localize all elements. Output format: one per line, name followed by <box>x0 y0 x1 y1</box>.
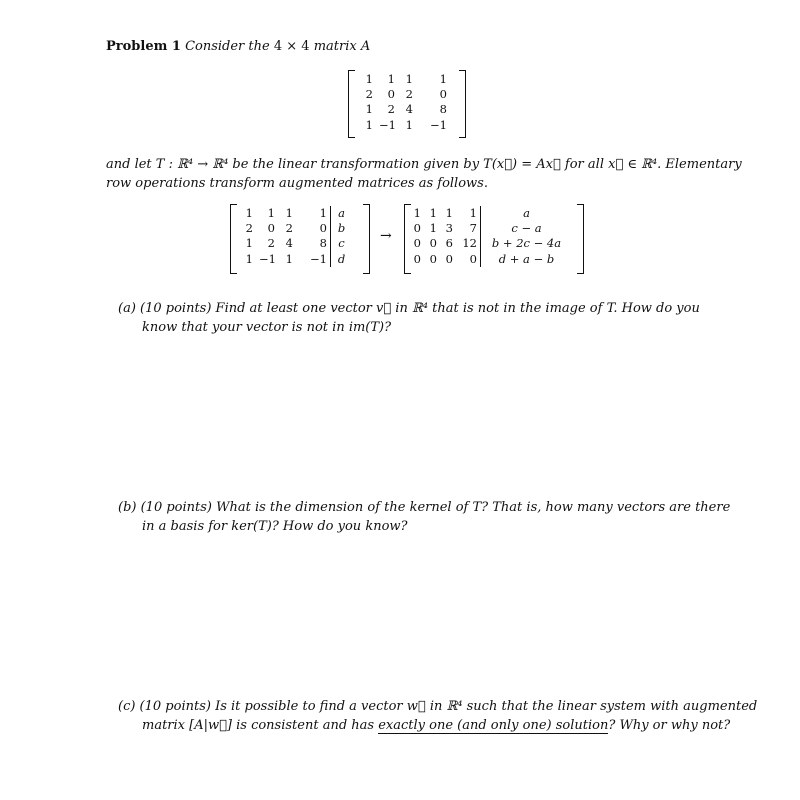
matrix-entry: 1 <box>405 117 413 132</box>
matrix-dims: 4 × 4 <box>273 39 310 54</box>
matrix-entry: 2 <box>365 87 373 102</box>
matrix-entry: 3 <box>445 221 453 236</box>
matrix-entry: 1 <box>405 72 413 86</box>
left-augmented-matrix <box>230 204 370 274</box>
row-reduce-arrow: → <box>380 228 392 244</box>
matrix-a-entries <box>356 72 450 133</box>
description-line-2: row operations transform augmented matrices as follows. <box>106 176 488 191</box>
right-augmented-matrix <box>404 204 584 274</box>
matrix-entry: 1 <box>439 72 447 86</box>
augmented-entry: b <box>330 221 352 236</box>
part-b-line-2: in a basis for ker(T)? How do you know? <box>142 519 408 534</box>
left-bracket <box>348 70 355 138</box>
augmented-entry: a <box>480 206 572 221</box>
matrix-entry: 1 <box>319 206 327 220</box>
matrix-entry: −1 <box>379 117 396 132</box>
matrix-entry: 1 <box>285 206 293 220</box>
matrix-entry: 8 <box>439 102 447 117</box>
matrix-entry: 1 <box>245 251 253 266</box>
matrix-entry: 2 <box>405 87 413 102</box>
augmented-entry: b + 2c − 4a <box>480 236 572 251</box>
matrix-entry: 1 <box>429 206 437 220</box>
matrix-entry: 1 <box>387 72 395 86</box>
left-augmented-entries <box>236 206 352 267</box>
matrix-entry: 0 <box>413 221 421 236</box>
matrix-entry: 4 <box>285 236 293 251</box>
description-line-1: and let T : ℝ⁴ → ℝ⁴ be the linear transformation given by T(x⃗) = Ax⃗ for all x⃗ ∈ ℝ⁴. Elementary <box>106 157 742 172</box>
matrix-entry: 0 <box>445 251 453 266</box>
augmented-entry: c − a <box>480 221 572 236</box>
matrix-entry: 0 <box>413 236 421 251</box>
matrix-entry: 1 <box>245 236 253 251</box>
matrix-entry: 1 <box>469 206 477 220</box>
part-c-line-2 <box>142 717 730 735</box>
matrix-entry: 0 <box>387 87 395 102</box>
part-b-line-1: (b) (10 points) What is the dimension of the kernel of T? That is, how many vectors are there <box>118 500 731 515</box>
matrix-entry: 0 <box>469 251 477 266</box>
problem-heading: Problem 1 <box>106 39 181 54</box>
part-c-line-1: (c) (10 points) Is it possible to find a vector w⃗ in ℝ⁴ such that the linear system with augmented <box>118 699 758 714</box>
right-augmented-entries <box>408 206 572 267</box>
matrix-entry: −1 <box>430 117 447 132</box>
matrix-entry: 2 <box>245 221 253 236</box>
matrix-entry: 1 <box>245 206 253 220</box>
matrix-a <box>348 70 466 138</box>
augmented-entry: d <box>330 252 352 267</box>
matrix-entry: 8 <box>319 236 327 251</box>
right-bracket <box>577 204 584 274</box>
matrix-entry: 2 <box>267 236 275 251</box>
part-a-line-1: (a) (10 points) Find at least one vector v⃗ in ℝ⁴ that is not in the image of T. How do you <box>118 301 700 316</box>
matrix-name: A <box>360 39 371 54</box>
right-bracket <box>459 70 466 138</box>
matrix-entry: 0 <box>439 87 447 102</box>
matrix-entry: 0 <box>267 221 275 236</box>
intro-before: Consider the <box>185 39 270 54</box>
matrix-entry: −1 <box>259 251 276 266</box>
part-a-line-2: know that your vector is not in im(T)? <box>142 320 392 335</box>
matrix-entry: 1 <box>413 206 421 220</box>
matrix-entry: 0 <box>319 221 327 236</box>
matrix-entry: 1 <box>365 117 373 132</box>
matrix-entry: 12 <box>462 236 477 251</box>
part-c-line-2-before: matrix [A|w⃗] is consistent and has <box>142 718 375 733</box>
part-c-line-2-after: ? Why or why not? <box>608 718 731 733</box>
matrix-entry: 1 <box>365 72 373 86</box>
matrix-entry: −1 <box>310 251 327 266</box>
intro-after: matrix <box>313 39 357 54</box>
matrix-entry: 1 <box>429 221 437 236</box>
matrix-entry: 2 <box>387 102 395 117</box>
augmented-entry: d + a − b <box>480 252 572 267</box>
matrix-entry: 1 <box>445 206 453 220</box>
right-bracket <box>363 204 370 274</box>
matrix-entry: 0 <box>413 251 421 266</box>
matrix-entry: 7 <box>469 221 477 236</box>
augmented-entry: a <box>330 206 352 221</box>
matrix-entry: 6 <box>445 236 453 251</box>
augmented-entry: c <box>330 236 352 251</box>
matrix-entry: 4 <box>405 102 413 117</box>
matrix-entry: 1 <box>285 251 293 266</box>
problem-heading-line <box>106 38 370 56</box>
part-c-underlined-phrase: exactly one (and only one) solution <box>378 718 609 733</box>
matrix-entry: 0 <box>429 236 437 251</box>
matrix-entry: 0 <box>429 251 437 266</box>
matrix-entry: 1 <box>267 206 275 220</box>
matrix-entry: 1 <box>365 102 373 117</box>
matrix-entry: 2 <box>285 221 293 236</box>
